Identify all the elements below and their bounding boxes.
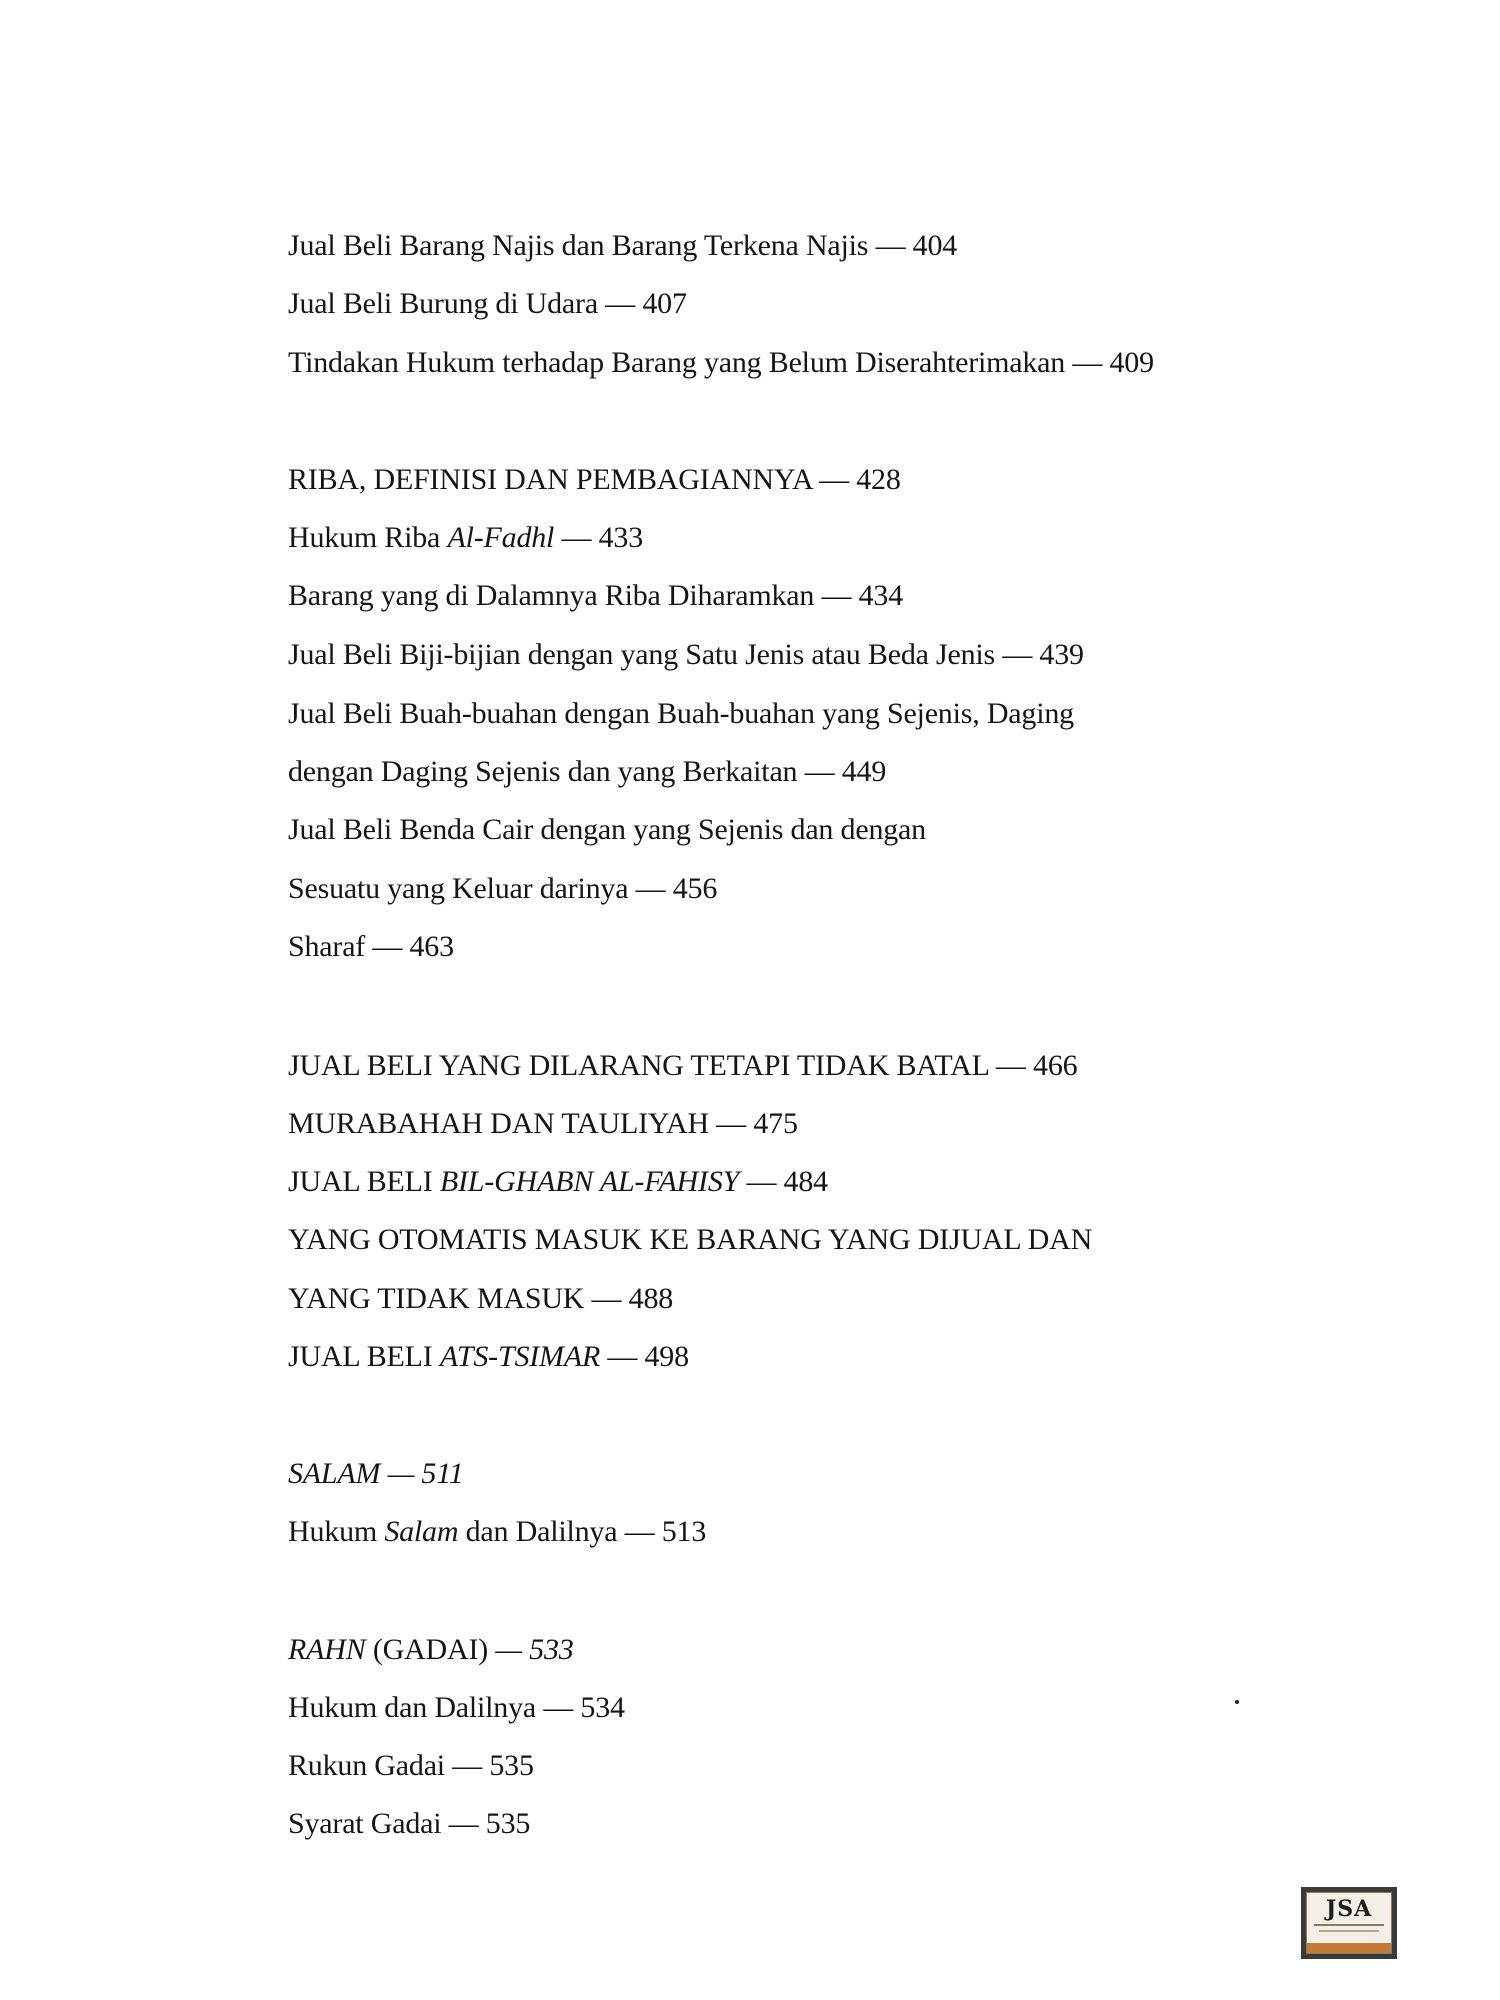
- toc-entry-text: RIBA, DEFINISI DAN PEMBAGIANNYA — 428: [288, 463, 901, 496]
- toc-entry-text: — 498: [600, 1340, 689, 1373]
- jsa-logo-panel: [1306, 1892, 1392, 1954]
- toc-entry-text: Jual Beli Biji-bijian dengan yang Satu Jenis atau Beda Jenis — 439: [288, 638, 1084, 671]
- speck-mark: [1235, 1700, 1239, 1704]
- toc-entry: [288, 1222, 1092, 1258]
- toc-entry: [288, 754, 886, 790]
- toc-entry: [288, 1456, 464, 1492]
- toc-entry: [288, 228, 957, 264]
- toc-entry-text: Jual Beli Barang Najis dan Barang Terkena Najis — 404: [288, 229, 958, 262]
- toc-entry-italic-text: BIL-GHABN AL-FAHISY: [439, 1165, 740, 1198]
- toc-entry-text: YANG OTOMATIS MASUK KE BARANG YANG DIJUAL DAN: [288, 1223, 1093, 1256]
- logo-rule: [1319, 1930, 1379, 1932]
- toc-entry-italic-text: — 533: [495, 1633, 574, 1666]
- toc-entry: [288, 462, 901, 498]
- toc-entry-text: Tindakan Hukum terhadap Barang yang Belum Diserahterimakan — 409: [288, 346, 1154, 379]
- toc-entry-text: JUAL BELI: [288, 1340, 440, 1373]
- toc-entry: [288, 1632, 574, 1668]
- toc-entry-text: Hukum Riba: [288, 521, 448, 554]
- toc-entry: [288, 637, 1084, 673]
- toc-entry-text: Sharaf — 463: [288, 930, 454, 963]
- toc-entry: [288, 1281, 673, 1317]
- toc-entry: [288, 1806, 530, 1842]
- toc-entry-text: Jual Beli Buah-buahan dengan Buah-buahan yang Sejenis, Daging: [288, 697, 1074, 730]
- toc-entry-text: dan Dalilnya — 513: [458, 1515, 707, 1548]
- toc-entry-text: Rukun Gadai — 535: [288, 1749, 534, 1782]
- toc-entry-text: Hukum: [288, 1515, 385, 1548]
- toc-entry: [288, 578, 903, 614]
- toc-entry-text: Hukum dan Dalilnya — 534: [288, 1691, 625, 1724]
- toc-entry: [288, 1748, 534, 1784]
- toc-entry-text: Sesuatu yang Keluar darinya — 456: [288, 872, 718, 905]
- toc-entry: [288, 1690, 625, 1726]
- toc-entry: [288, 812, 926, 848]
- toc-entry-text: JUAL BELI YANG DILARANG TETAPI TIDAK BATAL — 466: [288, 1049, 1078, 1082]
- jsa-logo-text: JSA: [1325, 1896, 1373, 1922]
- jsa-logo: [1301, 1887, 1397, 1959]
- toc-entry-text: Jual Beli Benda Cair dengan yang Sejenis dan dengan: [288, 813, 926, 846]
- toc-entry: [288, 1106, 798, 1142]
- toc-entry-text: — 484: [739, 1165, 828, 1198]
- toc-entry-text: — 433: [554, 521, 643, 554]
- toc-entry: [288, 1514, 706, 1550]
- toc-entry-italic-text: Salam: [384, 1515, 459, 1548]
- toc-entry-italic-text: RAHN: [288, 1633, 366, 1666]
- toc-entry: [288, 345, 1154, 381]
- toc-entry-text: YANG TIDAK MASUK — 488: [288, 1282, 674, 1315]
- toc-entry: [288, 696, 1074, 732]
- toc-entry: [288, 929, 454, 965]
- toc-entry-text: (GADAI): [365, 1633, 496, 1666]
- toc-entry-italic-text: ATS-TSIMAR: [439, 1340, 601, 1373]
- toc-entry-italic-text: SALAM — 511: [288, 1457, 464, 1490]
- toc-entry-text: Syarat Gadai — 535: [288, 1807, 531, 1840]
- toc-entry-italic-text: Al-Fadhl: [447, 521, 555, 554]
- toc-entry-text: JUAL BELI: [288, 1165, 440, 1198]
- toc-entry: [288, 871, 717, 907]
- logo-rule: [1314, 1924, 1384, 1926]
- toc-entry-text: Barang yang di Dalamnya Riba Diharamkan — 434: [288, 579, 903, 612]
- toc-entry: [288, 1048, 1077, 1084]
- toc-entry: [288, 286, 687, 322]
- toc-entry: [288, 1164, 828, 1200]
- toc-entry: [288, 520, 643, 556]
- toc-entry-text: MURABAHAH DAN TAULIYAH — 475: [288, 1107, 798, 1140]
- toc-entry-text: Jual Beli Burung di Udara — 407: [288, 287, 687, 320]
- toc-entry-text: dengan Daging Sejenis dan yang Berkaitan — 449: [288, 755, 887, 788]
- toc-entry: [288, 1339, 689, 1375]
- logo-base-bar: [1307, 1943, 1391, 1953]
